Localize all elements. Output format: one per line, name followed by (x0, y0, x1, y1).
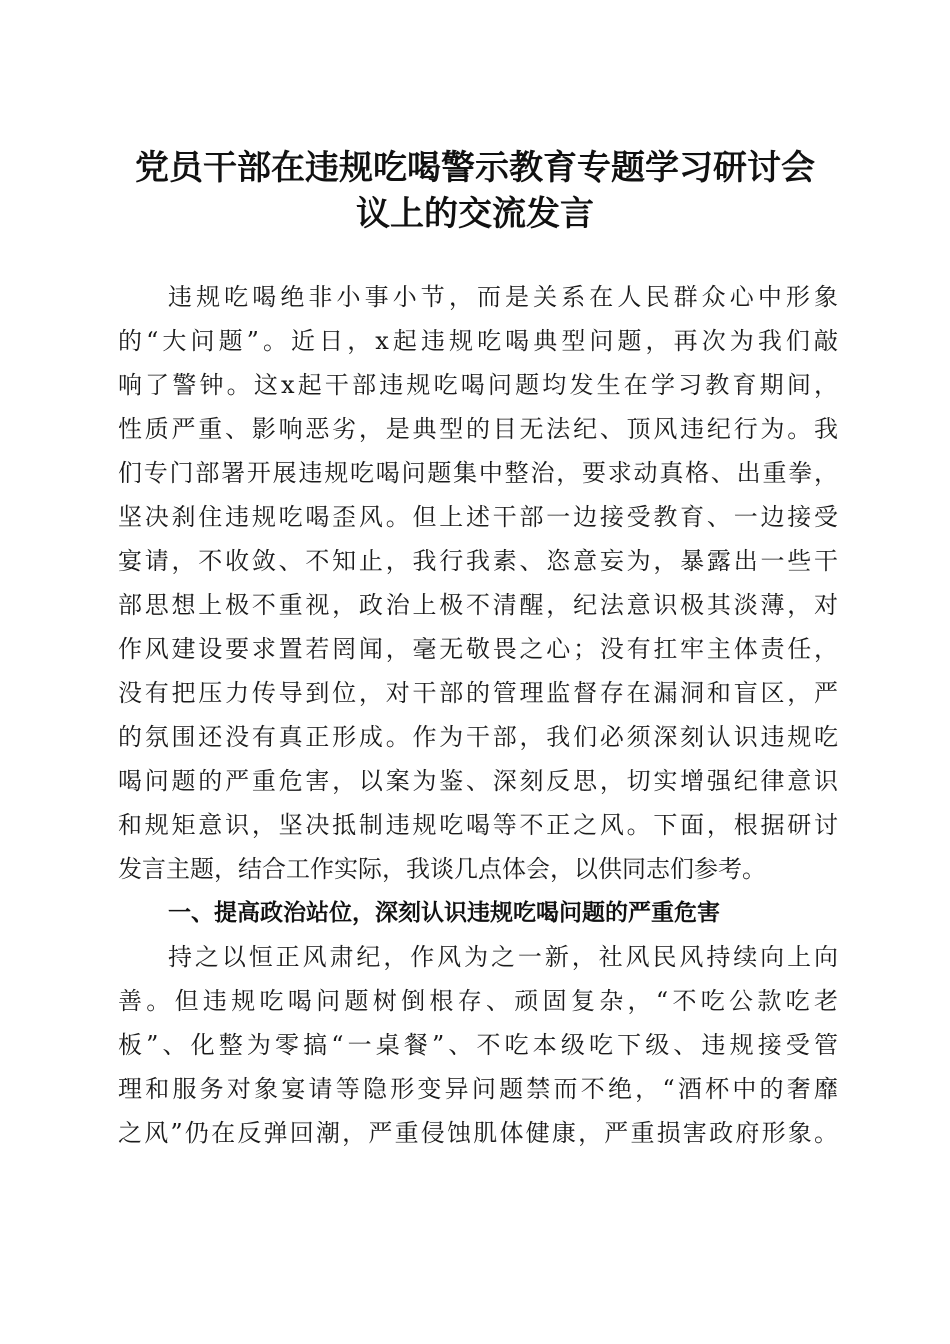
paragraph-1-line: 喝问题的严重危害，以案为鉴、深刻反思，切实增强纪律意识 (118, 767, 838, 795)
section-heading: 一、提高政治站位，深刻认识违规吃喝问题的严重危害 (168, 900, 720, 926)
paragraph-2-line: 善。但违规吃喝问题树倒根存、顽固复杂，“不吃公款吃老 (118, 987, 838, 1015)
paragraph-1-line: 的“大问题”。近日，x起违规吃喝典型问题，再次为我们敲 (118, 327, 838, 355)
paragraph-1-line: 部思想上极不重视，政治上极不清醒，纪法意识极其淡薄，对 (118, 591, 838, 619)
paragraph-1-line: 们专门部署开展违规吃喝问题集中整治，要求动真格、出重拳， (118, 459, 838, 487)
paragraph-2-line: 持之以恒正风肃纪，作风为之一新，社风民风持续向上向 (168, 943, 838, 971)
paragraph-1-line: 作风建设要求置若罔闻，毫无敬畏之心；没有扛牢主体责任， (118, 635, 838, 663)
paragraph-1-line: 的氛围还没有真正形成。作为干部，我们必须深刻认识违规吃 (118, 723, 838, 751)
paragraph-1-line: 和规矩意识，坚决抵制违规吃喝等不正之风。下面，根据研讨 (118, 811, 838, 839)
document-title-line-1: 党员干部在违规吃喝警示教育专题学习研讨会 (135, 148, 815, 188)
paragraph-2-line: 板”、化整为零搞“一桌餐”、不吃本级吃下级、违规接受管 (118, 1031, 838, 1059)
paragraph-2-line: 之风”仍在反弹回潮，严重侵蚀肌体健康，严重损害政府形象。 (118, 1119, 838, 1147)
paragraph-1-line: 宴请，不收敛、不知止，我行我素、恣意妄为，暴露出一些干 (118, 547, 838, 575)
paragraph-1-line: 坚决刹住违规吃喝歪风。但上述干部一边接受教育、一边接受 (118, 503, 838, 531)
paragraph-1-line: 没有把压力传导到位，对干部的管理监督存在漏洞和盲区，严 (118, 679, 838, 707)
paragraph-1-line: 性质严重、影响恶劣，是典型的目无法纪、顶风违纪行为。我 (118, 415, 838, 443)
paragraph-1-line: 违规吃喝绝非小事小节，而是关系在人民群众心中形象 (168, 283, 838, 311)
paragraph-1-line: 发言主题，结合工作实际，我谈几点体会，以供同志们参考。 (118, 855, 766, 883)
document-title-line-2: 议上的交流发言 (356, 194, 594, 234)
paragraph-1-line: 响了警钟。这x起干部违规吃喝问题均发生在学习教育期间， (118, 371, 838, 399)
paragraph-2-line: 理和服务对象宴请等隐形变异问题禁而不绝，“酒杯中的奢靡 (118, 1075, 838, 1103)
